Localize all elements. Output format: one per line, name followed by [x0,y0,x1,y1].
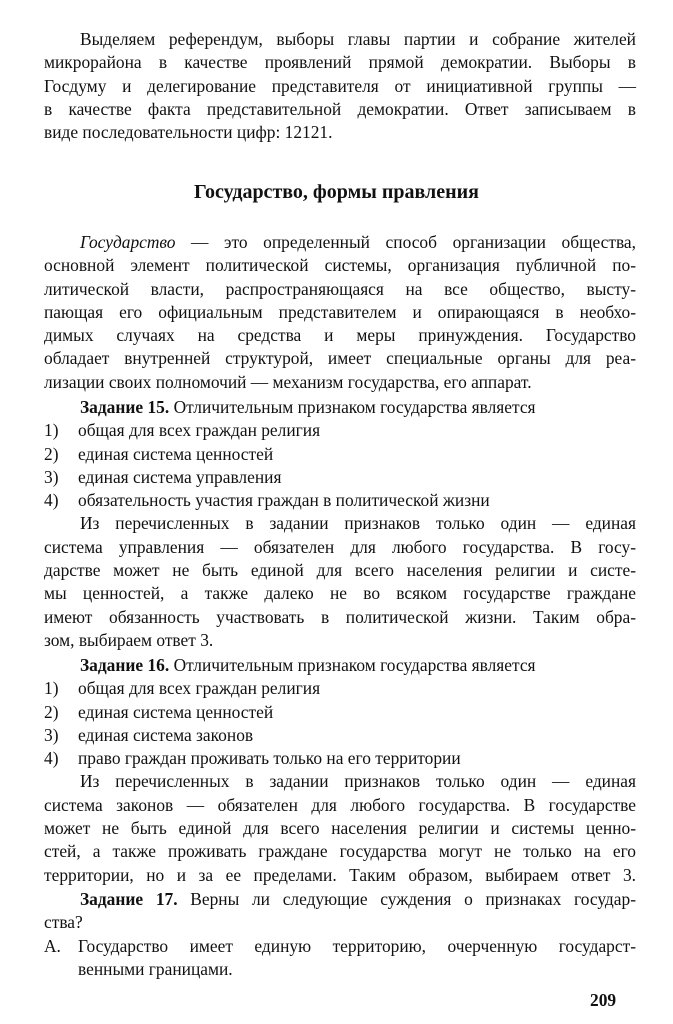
text-line: литической власти, распространяющаяся на все общество, высту- [44,278,636,299]
intro-paragraph [44,28,636,144]
question-text: Верны ли следующие суждения о признаках государ- [177,889,636,909]
text-line: система управления — обязателен для любого государства. В госу- [44,536,636,557]
text-line: Из перечисленных в задании признаков только один — единая [80,771,636,792]
question-text: Отличительным признаком государства является [169,655,536,675]
task-17 [44,888,636,981]
text-line: система законов — обязателен для любого государства. В государстве [44,794,636,815]
option-text: общая для всех граждан религия [78,678,321,699]
answer-option [44,747,636,770]
option-text: обязательность участия граждан в политической жизни [78,490,490,511]
answer-option [44,466,636,489]
text-line: микрорайона в качестве проявлений прямой демократии. Выборы в [44,52,636,73]
text-line: имеют обязанность участвовать в политической жизни. Таким обра- [44,606,636,627]
option-number: 2) [44,701,59,722]
task-question [44,396,636,419]
text-line: стей, а также проживать граждане государства могут не только на его [44,841,636,862]
option-number: 4) [44,490,59,511]
answer-option [44,419,636,442]
statement-text: Государство имеет единую территорию, очерченную государст- [78,935,636,956]
text-line: в качестве факта представительной демократии. Ответ записываем в [44,98,636,119]
text-line: пающая его официальным представителем и опирающаяся в необхо- [44,301,636,322]
text-line: Госдуму и делегирование представителя от инициативной группы — [44,75,636,96]
option-number: 1) [44,678,59,699]
definition-paragraph [44,231,636,394]
defined-term: Государство [80,232,176,252]
text-line: Из перечисленных в задании признаков только один — единая [80,513,636,534]
text-line: может не быть единой для всего населения религии и системы ценно- [44,818,636,839]
option-number: 2) [44,443,59,464]
option-text: единая система ценностей [78,443,274,464]
answer-option [44,443,636,466]
section-heading: Государство, формы правления [194,181,479,203]
text-line: Выделяем референдум, выборы главы партии и собрание жителей [80,29,636,49]
task-label: Задание 15. [80,397,170,417]
option-text: единая система законов [78,724,254,745]
question-text: Отличительным признаком государства является [169,397,536,417]
option-text: единая система управления [78,466,282,487]
option-text: единая система ценностей [78,701,274,722]
task-question [44,888,636,911]
text-line: лизации своих полномочий — механизм государства, его аппарат. [44,371,532,392]
task-label: Задание 16. [80,655,170,675]
text-line: основной элемент политической системы, организация публичной по- [44,255,636,276]
text-line: венными границами. [78,958,233,979]
text-line: зом, выбираем ответ 3. [44,629,214,650]
answer-option [44,489,636,512]
option-number: 1) [44,420,59,441]
text-line: димых случаях на средства и меры принуждения. Государство [44,325,636,346]
definition-text: — это определенный способ организации общества, [175,232,636,252]
option-text: общая для всех граждан религия [78,420,321,441]
answer-option [44,701,636,724]
text-line: территории, но и за ее пределами. Таким образом, выбираем ответ 3. [44,864,636,885]
text-line: обладает внутренней структурой, имеет специальные органы для реа- [44,348,636,369]
text-line: дарстве может не быть единой для всего населения религии и систе- [44,560,636,581]
option-number: 3) [44,466,59,487]
statement-a [44,935,636,958]
task-16 [44,654,636,887]
option-number: 4) [44,748,59,769]
statement-letter: А. [44,935,61,956]
text-line: мы ценностей, а также далеко не во всяком государстве граждане [44,583,636,604]
text-line: ства? [44,912,83,933]
text-line: виде последовательности цифр: 12121. [44,122,333,143]
answer-option [44,724,636,747]
page-number: 209 [590,990,617,1010]
task-label: Задание 17. [80,889,178,909]
answer-option [44,677,636,700]
option-text: право граждан проживать только на его территории [78,748,461,769]
task-15 [44,396,636,652]
option-number: 3) [44,724,59,745]
task-question [44,654,636,677]
text-line [44,231,636,254]
